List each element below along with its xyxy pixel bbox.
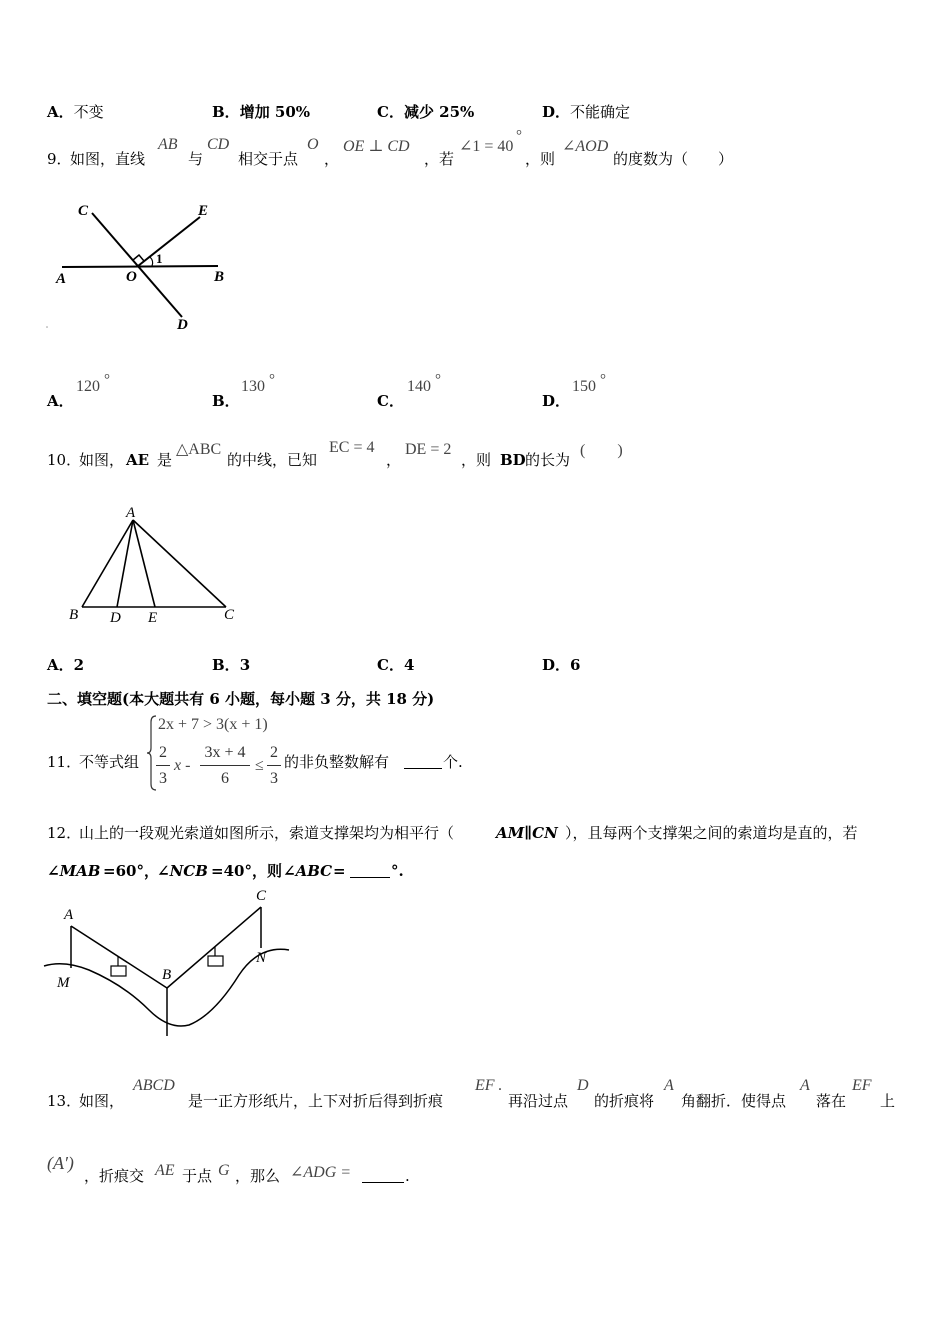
q8-option-b: B．增加 50% (212, 103, 311, 121)
q10-label-e: E (148, 610, 158, 626)
q9-number: 9． (47, 150, 72, 168)
q13-text: 落在 (816, 1092, 847, 1110)
q13-text: ，折痕交 (84, 1167, 145, 1185)
q9-math-angle1: ∠1 = 40 (459, 138, 514, 155)
q9-math-o: O (307, 136, 319, 153)
q9-text: 与 (188, 150, 204, 168)
q9-text: 的度数为（ ） (613, 150, 734, 168)
q9-text: ，若 (424, 150, 455, 168)
cable-bc (167, 907, 261, 988)
section-title: 二、填空题(本大题共有 6 小题，每小题 3 分，共 18 分) (47, 690, 435, 708)
q11-text: 的非负整数解有 (284, 753, 390, 771)
q8-option-d: D．不能确定 (542, 103, 631, 121)
q12-angle-abc: ∠ABC (283, 862, 333, 880)
q12-answer-blank[interactable] (350, 861, 390, 878)
q13-math-ef: EF (852, 1077, 872, 1094)
q9-label-c: C (78, 203, 89, 219)
q11-frac1-bar (156, 765, 170, 766)
q10-math-triangle: △ABC (176, 441, 222, 458)
q12-label-c: C (256, 888, 267, 904)
q10-math-ec: EC = 4 (329, 439, 375, 456)
cable-ab (71, 926, 167, 988)
q13-math-abcd: ABCD (133, 1077, 175, 1094)
q12-text: =40°，则 (211, 862, 282, 880)
q11-answer-blank[interactable] (404, 752, 442, 769)
q12-label-n: N (256, 950, 267, 966)
q9-label-angle1: 1 (156, 251, 163, 266)
q13-text: . (405, 1167, 410, 1185)
degree: ° (600, 372, 606, 388)
degree: ° (435, 372, 441, 388)
q13-text: 于点 (182, 1167, 213, 1185)
q12-text: =60°， (103, 862, 159, 880)
side-ac (133, 520, 226, 607)
q10-text: ， (386, 451, 402, 469)
q13-text: 角翻折．使得点 (681, 1092, 787, 1110)
q11-x-minus: x - (174, 757, 191, 774)
q10-text: ，则 (461, 451, 492, 469)
option-letter: B． (212, 392, 240, 410)
q12-text: ），且每两个支撑架之间的索道均是直的，若 (565, 824, 858, 842)
option-value: 130 (241, 378, 265, 395)
q11-le: ≤ (255, 757, 264, 774)
q10-number: 10． (47, 451, 82, 469)
q12-parallel: AM∥CN (496, 824, 558, 842)
q8-option-c: C．减少 25% (377, 103, 475, 121)
q13-text: 是一正方形纸片，上下对折后得到折痕 (188, 1092, 444, 1110)
q10-math-de: DE = 2 (405, 441, 452, 458)
q11-frac3-den: 3 (270, 770, 278, 787)
q10-answer-paren: ( ) (580, 442, 623, 459)
q11-frac3-bar (267, 765, 281, 766)
q9-label-e: E (198, 203, 209, 219)
q13-text: ，那么 (235, 1167, 281, 1185)
q10-option-c: C．4 (377, 656, 415, 674)
q10-text: AE (126, 451, 150, 469)
q10-label-c: C (224, 607, 235, 623)
q9-math-cd: CD (207, 136, 230, 153)
q11-number: 11． (47, 753, 82, 771)
option-value: 120 (76, 378, 100, 395)
angle-1-arc (150, 257, 153, 266)
q12-label-a: A (64, 907, 74, 923)
degree: ° (104, 372, 110, 388)
gondola-1 (111, 966, 126, 976)
q9-label-a: A (56, 271, 67, 287)
q10-text: 的中线，已知 (227, 451, 318, 469)
q11-frac3-num: 2 (270, 744, 278, 761)
right-angle-mark (133, 255, 144, 261)
q11-frac1-num: 2 (159, 744, 167, 761)
q8-option-a: A．不变 (47, 103, 104, 121)
q11-text: 不等式组 (79, 753, 140, 771)
q10-option-d: D．6 (542, 656, 581, 674)
q11-frac1-den: 3 (159, 770, 167, 787)
q13-math-aprime: (A′) (47, 1153, 74, 1173)
option-letter: A． (47, 392, 74, 410)
q12-label-b: B (162, 967, 172, 983)
line-ab (62, 266, 218, 267)
option-letter: C． (377, 392, 404, 410)
q10-text: BD (500, 451, 526, 469)
ray-oe (138, 217, 200, 266)
q11-frac2-num: 3x + 4 (204, 744, 246, 761)
q13-text: 的折痕将 (594, 1092, 655, 1110)
q9-degree: ° (516, 128, 522, 144)
q13-math-g: G (218, 1162, 230, 1179)
q10-option-b: B．3 (212, 656, 251, 674)
q12-label-m: M (57, 975, 70, 991)
q9-label-d: D (177, 317, 188, 333)
q10-text: 是 (157, 451, 173, 469)
q13-text: 如图， (79, 1092, 125, 1110)
q12-number: 12． (47, 824, 82, 842)
degree: ° (269, 372, 275, 388)
q13-text: 再沿过点 (508, 1092, 569, 1110)
option-value: 150 (572, 378, 596, 395)
q9-text: ， (324, 150, 340, 168)
line-cd (92, 213, 182, 317)
q13-math-d: D (577, 1077, 589, 1094)
q9-text: 如图，直线 (70, 150, 146, 168)
segment-ae (133, 520, 155, 607)
q9-math-ab: AB (158, 136, 178, 153)
gondola-2 (208, 956, 223, 966)
option-value: 140 (407, 378, 431, 395)
q12-text: °. (391, 862, 404, 880)
q10-text: 的长为 (525, 451, 571, 469)
q11-inequality-1: 2x + 7 > 3(x + 1) (158, 716, 268, 733)
q10-label-a: A (126, 505, 136, 521)
q13-text: 上 (880, 1092, 896, 1110)
q12-angle-ncb: ∠NCB (157, 862, 208, 880)
q9-label-b: B (214, 269, 225, 285)
q11-text: 个. (443, 753, 463, 771)
q10-option-a: A．2 (47, 656, 85, 674)
q10-label-b: B (69, 607, 79, 623)
q11-frac2-den: 6 (221, 770, 229, 787)
q9-math-perp: OE ⊥ CD (343, 138, 410, 155)
q9-text: 相交于点 (238, 150, 299, 168)
q11-frac2-bar (200, 765, 250, 766)
q13-math-a: A (800, 1077, 810, 1094)
q12-text: 山上的一段观光索道如图所示，索道支撑架均为相平行（ (79, 824, 455, 842)
option-letter: D． (542, 392, 571, 410)
q13-math-ef: EF (475, 1077, 495, 1094)
q13-math-ae: AE (155, 1162, 175, 1179)
q9-math-aod: ∠AOD (562, 138, 609, 155)
q12-angle-mab: ∠MAB (47, 862, 101, 880)
q13-answer-blank[interactable] (362, 1166, 404, 1183)
q13-math-a: A (664, 1077, 674, 1094)
q10-text: 如图， (79, 451, 125, 469)
q13-number: 13． (47, 1092, 82, 1110)
q10-label-d: D (110, 610, 121, 626)
q9-figure (40, 195, 240, 340)
q9-label-o: O (126, 269, 137, 285)
q13-math-adg: ∠ADG = (290, 1164, 352, 1181)
q12-text: = (333, 862, 346, 880)
q13-dot: . (498, 1077, 502, 1094)
q9-text: ，则 (525, 150, 556, 168)
